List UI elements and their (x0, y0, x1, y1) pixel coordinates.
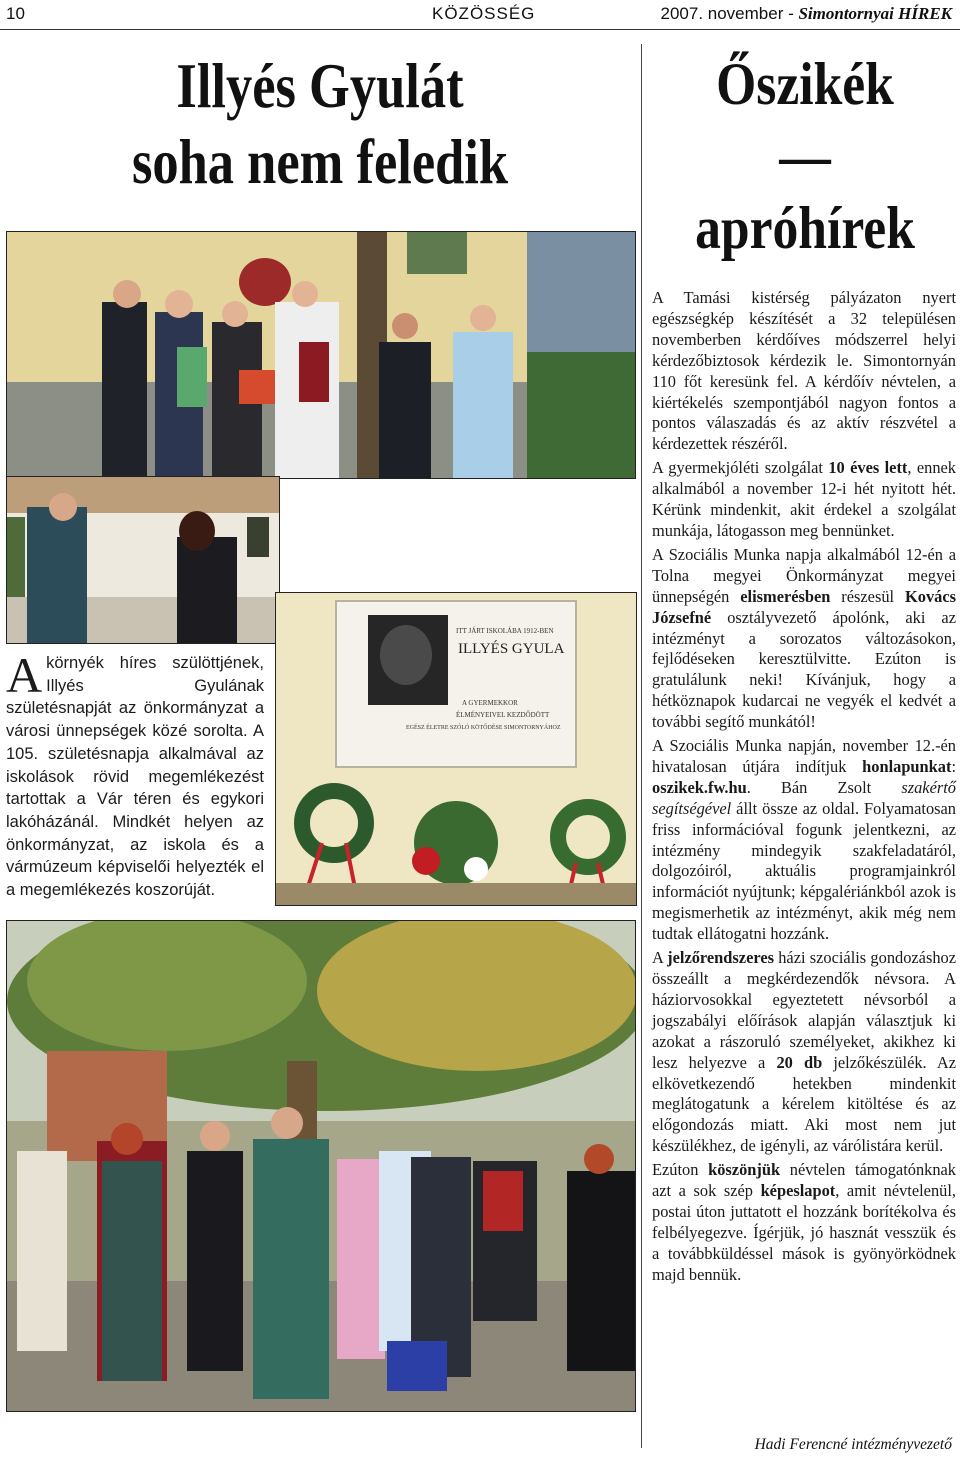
photo-crowd-courtyard (6, 920, 636, 1412)
text-run: A (652, 948, 668, 968)
italic-run: szakértő segítségével (652, 777, 956, 818)
bold-run: köszönjük (708, 1160, 781, 1180)
text-run: A Szociális Munka napján, november 12.-én hivatalosan útjára indítjuk (652, 736, 956, 776)
plaque-text-1: ITT JÁRT ISKOLÁBA 1912-BEN (456, 627, 554, 635)
text-run: , ennek alkalmából a november 12-i hét nyitott hét. Kérünk mindenkit, akit érdekel a szolgálat munkája, látogasson meg bennünket. (652, 458, 956, 540)
plaque-text-2: A GYERMEKKOR (462, 699, 518, 707)
article-body (6, 647, 264, 902)
photo-memorial-plaque (275, 592, 637, 906)
text-run: osztályvezető ápolónk, aki az intézményt a sorozatos változásokon, fejlődéseken keresztülvitte. Ezúton is gratulálunk neki! Kívánjuk, hogy a hétköznapok kudarcai ne vegyék el kedvét a további segítő munkától! (652, 607, 956, 732)
bold-run: 10 éves lett (828, 458, 908, 478)
article-body-text: környék híres szülöttjének, Illyés Gyulának születésnapját az önkormányzat a városi ünnepségek közé sorolta. A 105. születésnapja alkalmával az iskolások rövid megemlékezést tartottak a Vár téren és egykori lakóházánál. Mindkét helyen az önkormányzat, az iskola és a vármúzeum képviselői helyezték el a megemlékezés koszorúját. (6, 654, 264, 900)
news-paragraph-award (652, 545, 956, 733)
page-number: 10 (6, 4, 25, 23)
author-signature: Hadi Ferencné intézményvezető (754, 1436, 952, 1453)
bold-run: képeslapot (760, 1181, 836, 1201)
news-paragraph-survey: A Tamási kistérség pályázaton nyert egészségkép készítését a 32 településen novemberben kérdőíves módszerrel helyi kérdezőbiztosok kérdezik le. Simontornyán 110 főt keresünk fel. A kérdőív névtelen, a kiértékelés szempontjából nagyon fontos a pontos válaszadás és az aktív részvétel a kérdezettek részéről. (652, 288, 956, 454)
news-title (672, 48, 939, 264)
news-body (652, 288, 956, 1289)
running-header (0, 0, 960, 30)
news-paragraph-anniversary (652, 458, 956, 542)
text-run: : (951, 756, 956, 776)
text-run: , amit névtelenül, postai úton juttatott el hozzánk borítékolva és felbélyegezve. Ígérjük, jó hasznát vesszük és a továbbküldéssel mások is gyönyörködnek majd bennük. (652, 1181, 956, 1284)
bold-run: jelzőrendszeres (667, 948, 774, 968)
section-name: KÖZÖSSÉG (432, 4, 536, 23)
publication-name: Simontornyai HÍREK (798, 4, 952, 23)
text-run: állt össze az oldal. Folyamatosan friss információval fogunk jelentkezni, az intézmény mindegyik szakfeladatáról, dolgozóiról, aktuális programjainkról információt nyújtunk; képgalériánkból azok is megismerhetik az intézményt, akik még nem tudtak ellátogatni hozzánk. (652, 798, 956, 944)
text-run: jelzőkészülék. Az elkövetkezendő hetekben mindenkit meglátogatunk a kérelem kitöltése és az előgondozás miatt. Aki most nem jut készülékhez, de igényli, az várólistára kerül. (652, 1052, 956, 1156)
news-title-line3: apróhírek (695, 195, 915, 261)
column-divider (641, 44, 642, 1448)
news-paragraph-thanks (652, 1160, 956, 1285)
news-paragraph-website (652, 736, 956, 945)
website-address: oszikek.fw.hu (652, 777, 747, 797)
article-title-line1: Illyés Gyulát (176, 50, 464, 121)
photo-wreath-at-house (6, 476, 280, 644)
bold-run: elismerésben (740, 586, 831, 606)
news-title-line1: Őszikék (716, 51, 894, 117)
text-run: Ezúton (652, 1160, 709, 1180)
issue-date: 2007. november - (660, 4, 799, 23)
drop-cap: A (6, 647, 43, 703)
bold-run: 20 db (776, 1052, 823, 1072)
article-title-line2: soha nem feledik (131, 126, 509, 197)
bold-run: honlapunkat (862, 756, 952, 776)
bold-run: Kovács Józsefné (652, 586, 956, 627)
plaque-name: ILLYÉS GYULA (458, 641, 565, 657)
text-run: . Bán Zsolt (746, 777, 902, 797)
plaque-text-4: EGÉSZ ÉLETRE SZÓLÓ KÖTŐDÉSE SIMONTORNYÁHOZ (406, 725, 561, 731)
text-run: A gyermekjóléti szolgálat (652, 458, 829, 478)
photo-students-reciting (6, 231, 636, 479)
text-run: névtelen támogatónknak azt a sok szép (652, 1160, 956, 1201)
news-paragraph-alarm-system (652, 948, 956, 1157)
text-run: A Szociális Munka napja alkalmából 12-én a Tolna megyei Önkormányzat megyei ünnepségén (652, 544, 956, 606)
text-run: házi szociális gondozáshoz összeállt a megkérdezendők névsora. A háziorvosokkal egyeztetett névsorból a jogszabályi előírások alapján választjuk ki azokat a rászoruló személyeket, akikhez ki lesz helyezve a (652, 948, 956, 1072)
news-title-dash: — (779, 123, 831, 189)
article-title (58, 48, 583, 200)
plaque-text-3: ÉLMÉNYEIVEL KEZDŐDÖTT (456, 711, 550, 719)
header-rule (0, 29, 960, 30)
text-run: részesül (830, 586, 905, 606)
issue-dateline (661, 4, 953, 24)
